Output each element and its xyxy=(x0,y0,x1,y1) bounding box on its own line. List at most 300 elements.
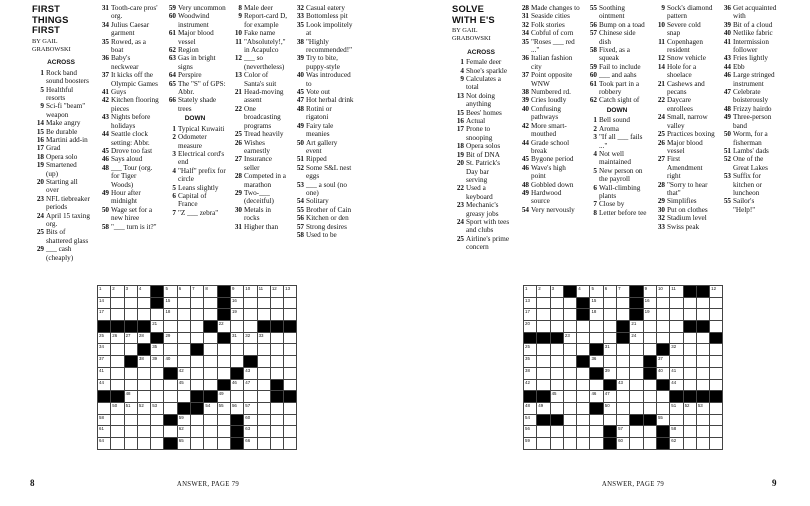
grid-cell[interactable] xyxy=(563,391,576,403)
grid-cell[interactable] xyxy=(284,414,297,426)
grid-cell[interactable] xyxy=(630,332,643,344)
grid-cell[interactable] xyxy=(244,426,257,438)
grid-cell[interactable] xyxy=(230,297,243,309)
grid-cell[interactable] xyxy=(111,379,124,391)
grid-cell[interactable] xyxy=(563,309,576,321)
grid-cell[interactable] xyxy=(111,297,124,309)
grid-cell[interactable] xyxy=(151,344,164,356)
grid-cell[interactable] xyxy=(537,367,550,379)
grid-cell[interactable] xyxy=(710,286,723,298)
grid-cell[interactable] xyxy=(257,356,270,368)
grid-cell[interactable] xyxy=(696,414,709,426)
grid-cell[interactable] xyxy=(270,356,283,368)
grid-cell[interactable] xyxy=(244,379,257,391)
grid-cell[interactable] xyxy=(270,344,283,356)
grid-cell[interactable] xyxy=(696,297,709,309)
grid-cell[interactable] xyxy=(137,402,150,414)
grid-cell[interactable] xyxy=(630,367,643,379)
grid-cell[interactable] xyxy=(630,437,643,449)
grid-cell[interactable] xyxy=(124,344,137,356)
grid-cell[interactable] xyxy=(524,321,537,333)
grid-cell[interactable] xyxy=(98,414,111,426)
grid-cell[interactable] xyxy=(244,332,257,344)
grid-cell[interactable] xyxy=(151,437,164,449)
grid-cell[interactable] xyxy=(590,297,603,309)
grid-cell[interactable] xyxy=(683,414,696,426)
grid-cell[interactable] xyxy=(710,379,723,391)
grid-cell[interactable] xyxy=(230,321,243,333)
grid-cell[interactable] xyxy=(710,414,723,426)
grid-cell[interactable] xyxy=(590,379,603,391)
grid-cell[interactable] xyxy=(590,437,603,449)
grid-cell[interactable] xyxy=(577,437,590,449)
grid-cell[interactable] xyxy=(603,402,616,414)
grid-cell[interactable] xyxy=(137,356,150,368)
grid-cell[interactable] xyxy=(244,321,257,333)
grid-cell[interactable] xyxy=(244,414,257,426)
grid-cell[interactable] xyxy=(617,356,630,368)
grid-cell[interactable] xyxy=(524,367,537,379)
grid-cell[interactable] xyxy=(137,414,150,426)
grid-cell[interactable] xyxy=(191,297,204,309)
grid-cell[interactable] xyxy=(683,437,696,449)
grid-cell[interactable] xyxy=(98,297,111,309)
grid-cell[interactable] xyxy=(217,402,230,414)
grid-cell[interactable] xyxy=(656,297,669,309)
grid-cell[interactable] xyxy=(257,332,270,344)
grid-cell[interactable] xyxy=(191,414,204,426)
grid-cell[interactable] xyxy=(550,426,563,438)
grid-cell[interactable] xyxy=(710,321,723,333)
grid-cell[interactable] xyxy=(98,286,111,298)
crossword-grid[interactable] xyxy=(523,285,723,450)
grid-cell[interactable] xyxy=(577,344,590,356)
grid-cell[interactable] xyxy=(617,367,630,379)
grid-cell[interactable] xyxy=(257,391,270,403)
grid-cell[interactable] xyxy=(164,379,177,391)
grid-cell[interactable] xyxy=(177,356,190,368)
grid-cell[interactable] xyxy=(111,367,124,379)
grid-cell[interactable] xyxy=(617,391,630,403)
grid-cell[interactable] xyxy=(696,344,709,356)
grid-cell[interactable] xyxy=(284,309,297,321)
grid-cell[interactable] xyxy=(656,321,669,333)
grid-cell[interactable] xyxy=(550,356,563,368)
grid-cell[interactable] xyxy=(630,391,643,403)
grid-cell[interactable] xyxy=(537,286,550,298)
grid-cell[interactable] xyxy=(590,356,603,368)
grid-cell[interactable] xyxy=(137,297,150,309)
grid-cell[interactable] xyxy=(630,426,643,438)
grid-cell[interactable] xyxy=(270,286,283,298)
grid-cell[interactable] xyxy=(217,426,230,438)
grid-cell[interactable] xyxy=(284,297,297,309)
grid-cell[interactable] xyxy=(524,297,537,309)
grid-cell[interactable] xyxy=(524,402,537,414)
grid-cell[interactable] xyxy=(617,402,630,414)
grid-cell[interactable] xyxy=(683,426,696,438)
grid-cell[interactable] xyxy=(257,414,270,426)
grid-cell[interactable] xyxy=(98,344,111,356)
grid-cell[interactable] xyxy=(177,379,190,391)
grid-cell[interactable] xyxy=(537,344,550,356)
grid-cell[interactable] xyxy=(124,367,137,379)
grid-cell[interactable] xyxy=(257,286,270,298)
grid-cell[interactable] xyxy=(111,402,124,414)
grid-cell[interactable] xyxy=(204,297,217,309)
grid-cell[interactable] xyxy=(710,367,723,379)
grid-cell[interactable] xyxy=(603,309,616,321)
grid-cell[interactable] xyxy=(177,414,190,426)
grid-cell[interactable] xyxy=(204,356,217,368)
grid-cell[interactable] xyxy=(550,379,563,391)
grid-cell[interactable] xyxy=(696,332,709,344)
grid-cell[interactable] xyxy=(590,391,603,403)
grid-cell[interactable] xyxy=(630,344,643,356)
grid-cell[interactable] xyxy=(696,426,709,438)
grid-cell[interactable] xyxy=(137,309,150,321)
grid-cell[interactable] xyxy=(577,426,590,438)
grid-cell[interactable] xyxy=(577,379,590,391)
grid-cell[interactable] xyxy=(191,332,204,344)
grid-cell[interactable] xyxy=(270,332,283,344)
grid-cell[interactable] xyxy=(98,309,111,321)
grid-cell[interactable] xyxy=(244,402,257,414)
grid-cell[interactable] xyxy=(577,321,590,333)
grid-cell[interactable] xyxy=(284,379,297,391)
grid-cell[interactable] xyxy=(603,297,616,309)
grid-cell[interactable] xyxy=(284,332,297,344)
grid-cell[interactable] xyxy=(656,367,669,379)
grid-cell[interactable] xyxy=(617,309,630,321)
grid-cell[interactable] xyxy=(550,309,563,321)
grid-cell[interactable] xyxy=(191,426,204,438)
grid-cell[interactable] xyxy=(710,297,723,309)
grid-cell[interactable] xyxy=(98,426,111,438)
grid-cell[interactable] xyxy=(191,367,204,379)
grid-cell[interactable] xyxy=(230,379,243,391)
grid-cell[interactable] xyxy=(270,414,283,426)
grid-cell[interactable] xyxy=(537,402,550,414)
grid-cell[interactable] xyxy=(550,297,563,309)
grid-cell[interactable] xyxy=(550,286,563,298)
grid-cell[interactable] xyxy=(603,286,616,298)
grid-cell[interactable] xyxy=(124,309,137,321)
grid-cell[interactable] xyxy=(656,286,669,298)
grid-cell[interactable] xyxy=(217,321,230,333)
grid-cell[interactable] xyxy=(217,356,230,368)
grid-cell[interactable] xyxy=(191,286,204,298)
grid-cell[interactable] xyxy=(284,344,297,356)
grid-cell[interactable] xyxy=(230,286,243,298)
grid-cell[interactable] xyxy=(204,286,217,298)
grid-cell[interactable] xyxy=(284,286,297,298)
grid-cell[interactable] xyxy=(111,426,124,438)
grid-cell[interactable] xyxy=(656,414,669,426)
grid-cell[interactable] xyxy=(257,344,270,356)
grid-cell[interactable] xyxy=(550,321,563,333)
grid-cell[interactable] xyxy=(524,356,537,368)
grid-cell[interactable] xyxy=(124,414,137,426)
grid-cell[interactable] xyxy=(683,367,696,379)
grid-cell[interactable] xyxy=(683,344,696,356)
grid-cell[interactable] xyxy=(270,402,283,414)
grid-cell[interactable] xyxy=(164,344,177,356)
grid-cell[interactable] xyxy=(124,391,137,403)
grid-cell[interactable] xyxy=(537,297,550,309)
grid-cell[interactable] xyxy=(284,367,297,379)
grid-cell[interactable] xyxy=(603,356,616,368)
grid-cell[interactable] xyxy=(124,402,137,414)
grid-cell[interactable] xyxy=(550,402,563,414)
grid-cell[interactable] xyxy=(683,356,696,368)
grid-cell[interactable] xyxy=(137,437,150,449)
grid-cell[interactable] xyxy=(656,309,669,321)
grid-cell[interactable] xyxy=(603,391,616,403)
grid-cell[interactable] xyxy=(524,426,537,438)
grid-cell[interactable] xyxy=(111,414,124,426)
grid-cell[interactable] xyxy=(284,356,297,368)
grid-cell[interactable] xyxy=(270,297,283,309)
grid-cell[interactable] xyxy=(270,367,283,379)
grid-cell[interactable] xyxy=(670,379,683,391)
grid-cell[interactable] xyxy=(683,309,696,321)
grid-cell[interactable] xyxy=(177,437,190,449)
grid-cell[interactable] xyxy=(603,367,616,379)
grid-cell[interactable] xyxy=(230,332,243,344)
grid-cell[interactable] xyxy=(643,379,656,391)
grid-cell[interactable] xyxy=(670,402,683,414)
grid-cell[interactable] xyxy=(537,321,550,333)
grid-cell[interactable] xyxy=(151,321,164,333)
grid-cell[interactable] xyxy=(217,414,230,426)
grid-cell[interactable] xyxy=(244,367,257,379)
grid-cell[interactable] xyxy=(217,437,230,449)
grid-cell[interactable] xyxy=(137,367,150,379)
grid-cell[interactable] xyxy=(191,321,204,333)
grid-cell[interactable] xyxy=(124,426,137,438)
grid-cell[interactable] xyxy=(643,402,656,414)
grid-cell[interactable] xyxy=(670,297,683,309)
grid-cell[interactable] xyxy=(191,356,204,368)
grid-cell[interactable] xyxy=(98,402,111,414)
grid-cell[interactable] xyxy=(230,402,243,414)
grid-cell[interactable] xyxy=(577,414,590,426)
grid-cell[interactable] xyxy=(550,437,563,449)
grid-cell[interactable] xyxy=(164,356,177,368)
grid-cell[interactable] xyxy=(643,321,656,333)
grid-cell[interactable] xyxy=(710,437,723,449)
grid-cell[interactable] xyxy=(643,437,656,449)
grid-cell[interactable] xyxy=(590,414,603,426)
grid-cell[interactable] xyxy=(191,379,204,391)
grid-cell[interactable] xyxy=(617,286,630,298)
grid-cell[interactable] xyxy=(710,344,723,356)
grid-cell[interactable] xyxy=(204,379,217,391)
grid-cell[interactable] xyxy=(111,309,124,321)
grid-cell[interactable] xyxy=(164,332,177,344)
grid-cell[interactable] xyxy=(204,414,217,426)
grid-cell[interactable] xyxy=(124,286,137,298)
grid-cell[interactable] xyxy=(244,309,257,321)
grid-cell[interactable] xyxy=(563,414,576,426)
grid-cell[interactable] xyxy=(151,356,164,368)
grid-cell[interactable] xyxy=(98,332,111,344)
grid-cell[interactable] xyxy=(98,437,111,449)
grid-cell[interactable] xyxy=(230,309,243,321)
grid-cell[interactable] xyxy=(630,356,643,368)
grid-cell[interactable] xyxy=(151,309,164,321)
grid-cell[interactable] xyxy=(137,379,150,391)
grid-cell[interactable] xyxy=(670,426,683,438)
grid-cell[interactable] xyxy=(577,367,590,379)
grid-cell[interactable] xyxy=(191,309,204,321)
grid-cell[interactable] xyxy=(244,344,257,356)
grid-cell[interactable] xyxy=(683,332,696,344)
grid-cell[interactable] xyxy=(563,356,576,368)
crossword-grid[interactable] xyxy=(97,285,297,450)
grid-cell[interactable] xyxy=(683,297,696,309)
grid-cell[interactable] xyxy=(257,437,270,449)
grid-cell[interactable] xyxy=(204,367,217,379)
grid-cell[interactable] xyxy=(683,402,696,414)
grid-cell[interactable] xyxy=(111,332,124,344)
grid-cell[interactable] xyxy=(590,426,603,438)
grid-cell[interactable] xyxy=(617,414,630,426)
grid-cell[interactable] xyxy=(257,297,270,309)
grid-cell[interactable] xyxy=(204,426,217,438)
grid-cell[interactable] xyxy=(98,356,111,368)
grid-cell[interactable] xyxy=(670,286,683,298)
grid-cell[interactable] xyxy=(151,426,164,438)
grid-cell[interactable] xyxy=(164,402,177,414)
grid-cell[interactable] xyxy=(177,344,190,356)
grid-cell[interactable] xyxy=(257,426,270,438)
grid-cell[interactable] xyxy=(603,321,616,333)
grid-cell[interactable] xyxy=(151,414,164,426)
grid-cell[interactable] xyxy=(670,414,683,426)
grid-cell[interactable] xyxy=(151,367,164,379)
grid-cell[interactable] xyxy=(284,437,297,449)
grid-cell[interactable] xyxy=(124,332,137,344)
grid-cell[interactable] xyxy=(577,332,590,344)
grid-cell[interactable] xyxy=(590,286,603,298)
grid-cell[interactable] xyxy=(577,402,590,414)
grid-cell[interactable] xyxy=(524,437,537,449)
grid-cell[interactable] xyxy=(537,309,550,321)
grid-cell[interactable] xyxy=(177,286,190,298)
grid-cell[interactable] xyxy=(537,379,550,391)
grid-cell[interactable] xyxy=(177,367,190,379)
grid-cell[interactable] xyxy=(630,379,643,391)
grid-cell[interactable] xyxy=(537,356,550,368)
grid-cell[interactable] xyxy=(550,391,563,403)
grid-cell[interactable] xyxy=(696,367,709,379)
grid-cell[interactable] xyxy=(643,286,656,298)
grid-cell[interactable] xyxy=(204,309,217,321)
grid-cell[interactable] xyxy=(643,391,656,403)
grid-cell[interactable] xyxy=(563,344,576,356)
grid-cell[interactable] xyxy=(257,309,270,321)
grid-cell[interactable] xyxy=(630,321,643,333)
grid-cell[interactable] xyxy=(137,391,150,403)
grid-cell[interactable] xyxy=(670,309,683,321)
grid-cell[interactable] xyxy=(563,332,576,344)
grid-cell[interactable] xyxy=(563,297,576,309)
grid-cell[interactable] xyxy=(590,332,603,344)
grid-cell[interactable] xyxy=(111,286,124,298)
grid-cell[interactable] xyxy=(643,332,656,344)
grid-cell[interactable] xyxy=(270,437,283,449)
grid-cell[interactable] xyxy=(137,286,150,298)
grid-cell[interactable] xyxy=(244,297,257,309)
grid-cell[interactable] xyxy=(670,332,683,344)
grid-cell[interactable] xyxy=(244,391,257,403)
grid-cell[interactable] xyxy=(284,426,297,438)
grid-cell[interactable] xyxy=(577,286,590,298)
grid-cell[interactable] xyxy=(563,367,576,379)
grid-cell[interactable] xyxy=(124,297,137,309)
grid-cell[interactable] xyxy=(204,344,217,356)
grid-cell[interactable] xyxy=(244,437,257,449)
grid-cell[interactable] xyxy=(603,344,616,356)
grid-cell[interactable] xyxy=(563,379,576,391)
grid-cell[interactable] xyxy=(137,332,150,344)
grid-cell[interactable] xyxy=(111,437,124,449)
grid-cell[interactable] xyxy=(151,402,164,414)
grid-cell[interactable] xyxy=(617,437,630,449)
grid-cell[interactable] xyxy=(670,344,683,356)
grid-cell[interactable] xyxy=(204,437,217,449)
grid-cell[interactable] xyxy=(230,344,243,356)
grid-cell[interactable] xyxy=(164,286,177,298)
grid-cell[interactable] xyxy=(656,356,669,368)
grid-cell[interactable] xyxy=(111,344,124,356)
grid-cell[interactable] xyxy=(137,426,150,438)
grid-cell[interactable] xyxy=(563,402,576,414)
grid-cell[interactable] xyxy=(696,309,709,321)
grid-cell[interactable] xyxy=(284,402,297,414)
grid-cell[interactable] xyxy=(164,426,177,438)
grid-cell[interactable] xyxy=(98,367,111,379)
grid-cell[interactable] xyxy=(696,402,709,414)
grid-cell[interactable] xyxy=(217,367,230,379)
grid-cell[interactable] xyxy=(590,321,603,333)
grid-cell[interactable] xyxy=(617,379,630,391)
grid-cell[interactable] xyxy=(177,309,190,321)
grid-cell[interactable] xyxy=(670,356,683,368)
grid-cell[interactable] xyxy=(563,426,576,438)
grid-cell[interactable] xyxy=(270,426,283,438)
grid-cell[interactable] xyxy=(670,321,683,333)
grid-cell[interactable] xyxy=(563,321,576,333)
grid-cell[interactable] xyxy=(177,426,190,438)
grid-cell[interactable] xyxy=(696,379,709,391)
grid-cell[interactable] xyxy=(577,391,590,403)
grid-cell[interactable] xyxy=(204,332,217,344)
grid-cell[interactable] xyxy=(177,321,190,333)
grid-cell[interactable] xyxy=(643,309,656,321)
grid-cell[interactable] xyxy=(603,332,616,344)
grid-cell[interactable] xyxy=(151,379,164,391)
grid-cell[interactable] xyxy=(257,402,270,414)
grid-cell[interactable] xyxy=(617,344,630,356)
grid-cell[interactable] xyxy=(617,426,630,438)
grid-cell[interactable] xyxy=(670,437,683,449)
grid-cell[interactable] xyxy=(164,321,177,333)
grid-cell[interactable] xyxy=(244,286,257,298)
grid-cell[interactable] xyxy=(656,332,669,344)
